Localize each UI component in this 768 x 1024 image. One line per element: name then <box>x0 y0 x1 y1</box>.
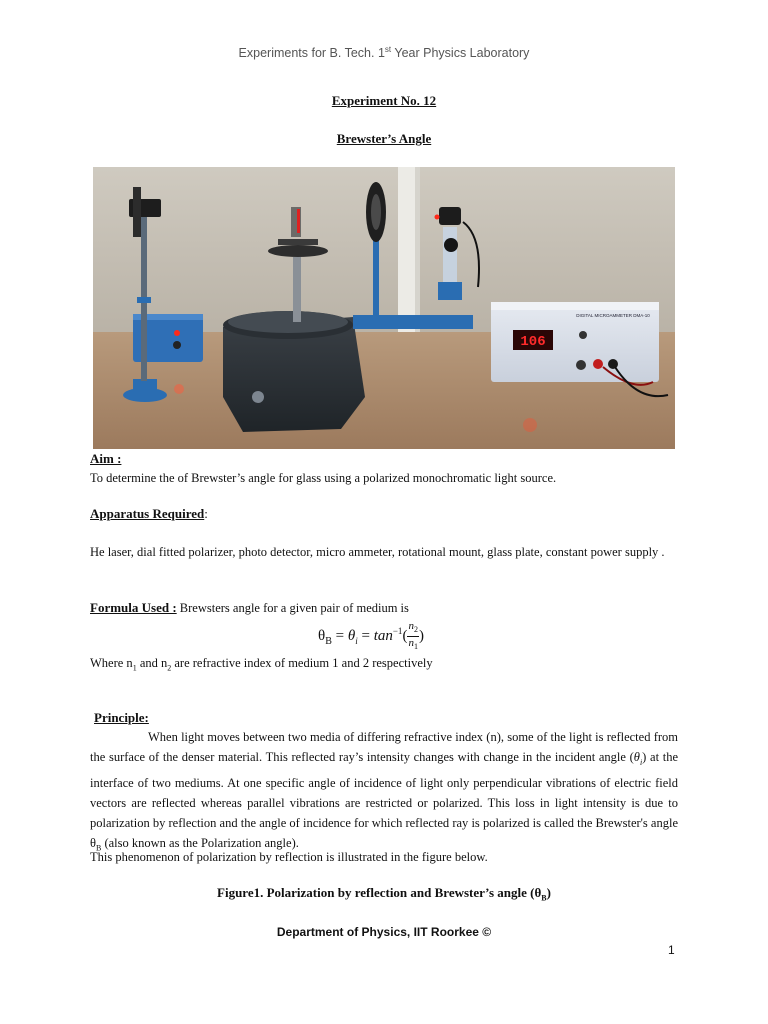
glass-plate-table <box>268 245 328 257</box>
formula-intro: Brewsters angle for a given pair of medium is <box>176 601 409 615</box>
meter-label: DIGITAL MICROAMMETER DMA-10 <box>576 313 650 318</box>
formula-heading: Formula Used : <box>90 600 177 615</box>
brewster-formula: $\theta_B = \theta_i = \tan^{-1}$( $\frac{n_2}{n_1}$ ) <box>318 620 424 652</box>
meter-display-reading: 106 <box>520 334 546 350</box>
apparatus-text: He laser, dial fitted polarizer, photo detector, micro ammeter, rotational mount, glass plate, constant power supply . <box>90 545 665 559</box>
experiment-number: Experiment No. 12 <box>331 93 437 108</box>
principle-heading: Principle: <box>94 710 149 725</box>
page-number: 1 <box>668 943 675 957</box>
detector-arm <box>353 315 473 329</box>
aim-text: To determine the of Brewster’s angle for glass using a polarized monochromatic light source. <box>90 471 557 485</box>
footer-department: Department of Physics, IIT Roorkee © <box>276 925 492 939</box>
formula-line <box>90 600 409 616</box>
aim-heading: Aim : <box>90 451 122 466</box>
figure-caption: Figure1. Polarization by reflection and Brewster’s angle $(\theta_B)$ <box>217 885 551 903</box>
apparatus-photo <box>93 167 675 449</box>
running-header: Experiments for B. Tech. 1st Year Physics Laboratory <box>238 45 530 61</box>
red-terminal <box>593 359 603 369</box>
principle-paragraph: When light moves between two media of differing refractive index (n), some of the light is reflected from the surface of the denser material. This reflected ray’s intensity changes with change in the incident angle $(\theta_i)$ at the interface of two mediums. At one specific angle of incidence of light only perpendicular vibrations of electric field vectors are reflected whereas parallel vibrations are restricted or polarized. This loss in light intensity is due to polarization by reflection and the angle of incidence for which reflected ray is polarized is called the Brewster's angle $\theta_B$ (also known as the Polarization angle). <box>90 730 678 852</box>
experiment-title: Brewster’s Angle <box>336 131 432 146</box>
formula-where: Where $n_1$ and $n_2$ are refractive index of medium 1 and 2 respectively <box>90 656 433 673</box>
apparatus-heading: Apparatus Required: <box>90 506 208 521</box>
photo-detector <box>439 207 461 225</box>
power-led <box>174 330 180 336</box>
principle-last-line: This phenomenon of polarization by reflection is illustrated in the figure below. <box>90 850 488 864</box>
